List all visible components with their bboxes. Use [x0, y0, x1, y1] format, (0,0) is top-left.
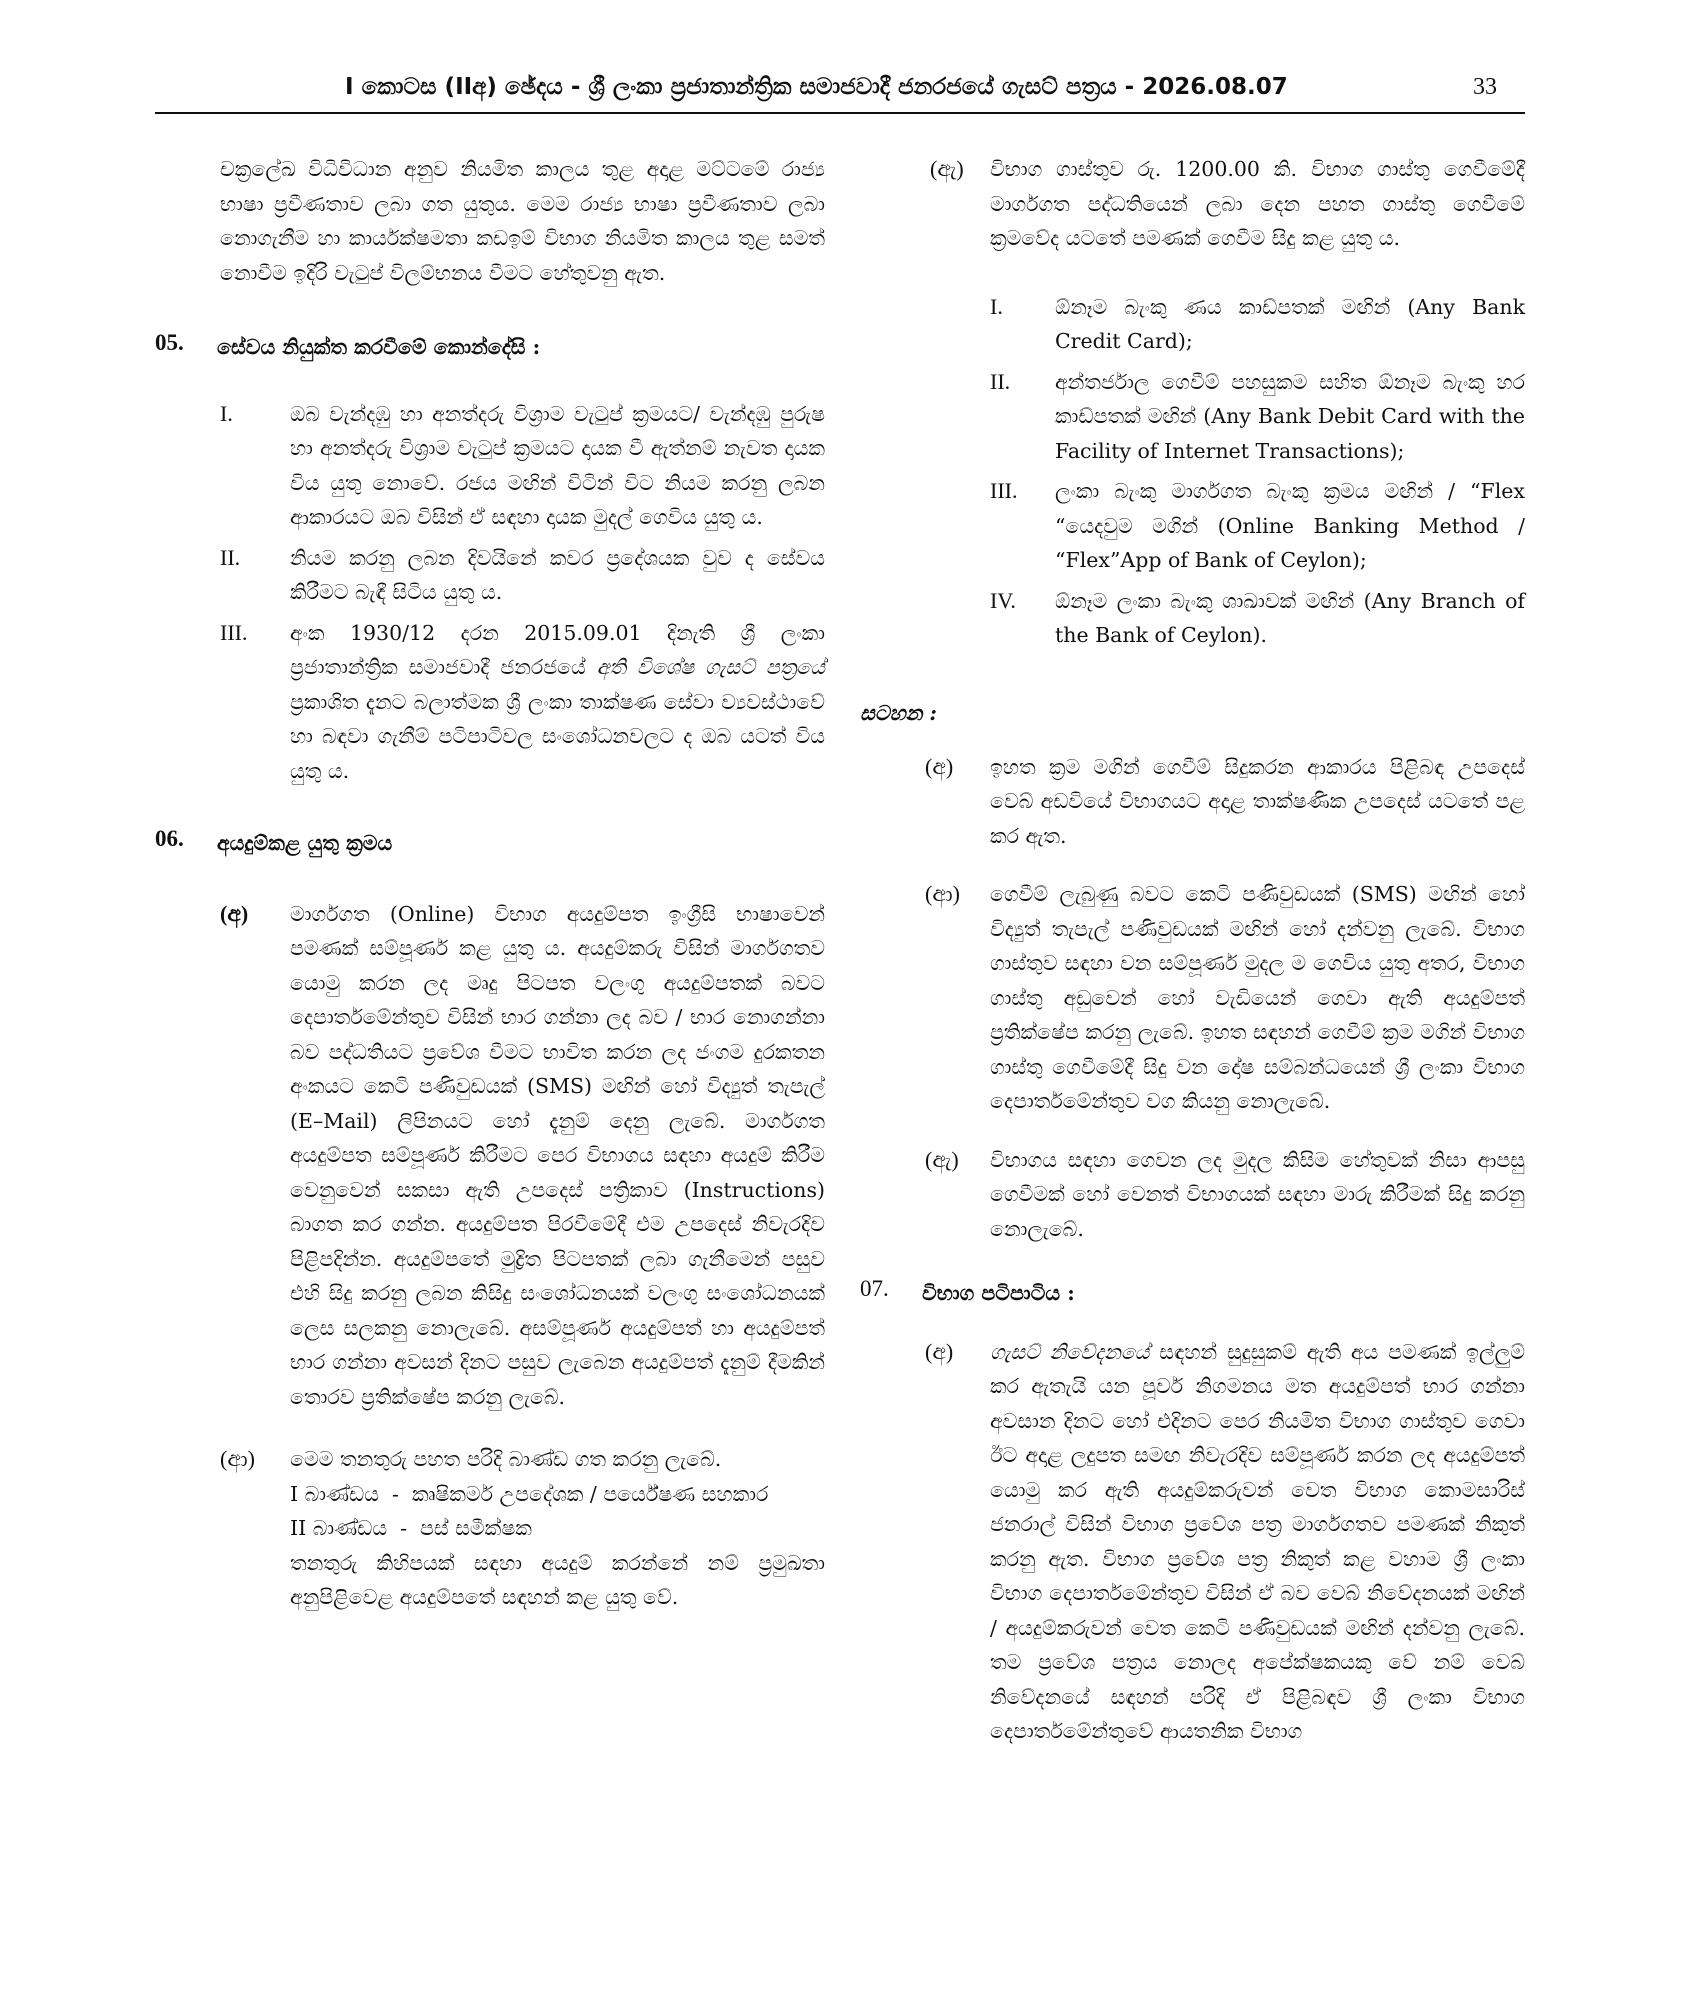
continuation-paragraph: චක්‍රලේඛ විධිවිධාන අනුව නියමිත කාලය තුළ අදාළ මට්ටමේ රාජ්‍ය භාෂා ප්‍රවීණතාව ලබා ගත යුතුය. මෙම රාජ්‍ය භාෂා ප්‍රවීණතාව ලබා නොගැනීම හා කාර්යක්ෂමතා කඩඉම් විභාග නියමිත කාලය තුළ සමත් නොවීම ඉදිරි වැටුප් විලම්භනය වීමට හේතුවනු ඇත.	[220, 157, 825, 285]
header-title: I කොටස (IIඅ) ඡේදය - ශ්‍රී ලංකා ප්‍රජාතාන්ත්‍රික සමාජවාදී ජනරජයේ ගැසට් පත්‍රය - 2026.08.07	[345, 74, 1288, 100]
item-text: ලංකා බැංකු මාර්ගගත බැංකු ක්‍රමය මඟින් / “Flex “යෙදවුම මගින් (Online Banking Method / “Flex”App of Bank of Ceylon);	[1055, 479, 1525, 572]
item-text: නියම කරනු ලබන දිවයිනේ කවර ප්‍රදේශයක වුව ද සේවය කිරීමට බැඳී සිටිය යුතු ය.	[290, 545, 825, 604]
item-text: විභාග ගාස්තුව රු. 1200.00 කි. විභාග ගාස්තු ගෙවීමේදී මාර්ගගත පද්ධතියෙන් ලබා දෙන පහත ගාස්තු ගෙවීමේ ක්‍රමවේද යටතේ පමණක් ගෙවීම සිදු කළ යුතු ය.	[990, 157, 1525, 250]
item-intro: මෙම තනතුරු පහත පරිදි බාණ්ඩ ගත කරනු ලැබේ.	[290, 1447, 722, 1471]
condition-item	[155, 397, 825, 535]
section-number: 07.	[860, 1276, 889, 1301]
item-marker: (අ)	[925, 753, 954, 779]
item-marker: (ඇ)	[925, 1146, 959, 1172]
item-text-part: ප්‍රකාශිත දැනට බලාත්මක ශ්‍රී ලංකා තාක්ෂණ සේවා ව්‍යවස්ථාවේ හා බඳවා ගැනීම් පටිපාටිවල සංශෝධනවලට ද ඔබ යටත් විය යුතු ය.	[290, 689, 825, 783]
section-title: විභාග පටිපාටිය :	[922, 1281, 1075, 1305]
payment-method	[860, 290, 1525, 359]
item-text: අන්තර්ජාල ගෙවීම් පහසුකම සහිත ඕනෑම බැංකු හර කාඩ්පතක් මඟින් (Any Bank Debit Card with the Facility of Internet Transactions);	[1055, 369, 1525, 463]
item-marker: (ඇ)	[930, 156, 964, 181]
item-text: මාර්ගගත (Online) විභාග අයදුම්පත ඉංග්‍රීසි භාෂාවෙන් පමණක් සම්පූර්ණ කළ යුතු ය. අයදුම්කරු විසින් මාර්ගගතව යොමු කරන ලද මෘදු පිටපත වලංගු අයදුම්පතක් බවට දෙපාර්තමේන්තුව විසින් භාර ගන්නා ලද බව / භාර නොගන්නා බව පද්ධතියට ප්‍රවේශ වීමට භාවිත කරන ලද ජංගම දුරකතන අංකයට කෙටි පණිවුඩයක් (SMS) මඟින් හෝ විද්‍යුත් තැපැල් (E–Mail) ලිපිනයට හෝ දැනුම් දෙනු ලැබේ. මාර්ගගත අයදුම්පත සම්පූර්ණ කිරීමට පෙර විභාගය සඳහා අයදුම් කිරීම වෙනුවෙන් සකසා ඇති උපදෙස් පත්‍රිකාව (Instructions) බාගත කර ගන්න. අයදුම්පත පිරවීමේදී එම උපදෙස් නිවැරදිව පිළිපදින්න. අයදුම්පතේ මුද්‍රිත පිටපතක් ලබා ගැනීමෙන් පසුව එහි සිදු කරනු ලබන කිසිදු සංශෝධනයක් වලංගු සංශෝධනයක් ලෙස සලකනු නොලැබේ. අසම්පූර්ණ අයදුම්පත් හා අයදුම්පත් භාර ගන්නා අවසන් දිනට පසුව ලැබෙන අයදුම්පත් දැනුම් දීමකින් තොරව ප්‍රතික්ෂේප කරනු ලැබේ.	[290, 901, 825, 1409]
fee-item	[860, 152, 1525, 256]
item-text: ඕනෑම ලංකා බැංකු ශාඛාවක් මඟින් (Any Branch of the Bank of Ceylon).	[1055, 588, 1525, 647]
item-marker: (ආ)	[220, 1446, 255, 1471]
item-marker: II.	[990, 368, 1011, 394]
section-title: සේවය නියුක්ත කරවීමේ කොන්දේසි :	[217, 335, 541, 359]
item-marker: III.	[990, 478, 1018, 503]
page-header	[155, 72, 1525, 114]
application-item-aa	[155, 1442, 825, 1615]
condition-item	[155, 616, 825, 789]
grade-one: I බාණ්ඩය - කෘෂිකර්ම උපදේශක / පර්යේෂණ සහකාර	[290, 1481, 769, 1506]
note-heading: සටහන :	[860, 700, 937, 725]
item-marker: IV.	[990, 587, 1016, 613]
section-05	[155, 330, 825, 365]
page-number: 33	[1473, 74, 1497, 100]
item-text: ඔබ වැන්දඹු හා අනත්දරු විශ්‍රාම වැටුප් ක්‍රමයට/ වැන්දඹු පුරුෂ හා අනත්දරු විශ්‍රාම වැටුප් ක්‍රමයට දායක වී ඇත්නම් නැවත දායක විය යුතු නොවේ. රජය මඟින් විටින් විට නියම කරනු ලබන ආකාරයට ඔබ විසින් ඒ සඳහා දායක මුදල් ගෙවිය යුතු ය.	[290, 401, 825, 529]
gazette-italic: අති විශේෂ ගැසට් පත්‍රයේ	[596, 655, 825, 679]
note-item	[860, 750, 1525, 854]
note-item	[860, 1143, 1525, 1247]
section-title: අයදුම්කළ යුතු ක්‍රමය	[217, 831, 393, 855]
left-column	[155, 152, 825, 1615]
item-text: ගෙවීම් ලැබුණු බවට කෙටි පණිවුඩයක් (SMS) මඟින් හෝ විද්‍යුත් තැපැල් පණිවුඩයක් මඟින් හෝ දන්වනු ලැබේ. විභාග ගාස්තුව සඳහා වන සම්පූර්ණ මුදල ම ගෙවිය යුතු අතර, විභාග ගාස්තු අඩුවෙන් හෝ වැඩියෙන් ගෙවා ඇති අයදුම්පත් ප්‍රතික්ෂේප කරනු ලැබේ. ඉහත සඳහන් ගෙවීම් ක්‍රම මගින් විභාග ගාස්තු ගෙවීමේදී සිදු වන දෝෂ සම්බන්ධයෙන් ශ්‍රී ලංකා විභාග දෙපාර්තමේන්තුව වග කියනු නොලැබේ.	[990, 882, 1525, 1113]
note-item	[860, 877, 1525, 1119]
payment-method	[860, 365, 1525, 469]
item-text	[290, 616, 825, 789]
item-tail: තනතුරු කිහිපයක් සඳහා අයදුම් කරන්නේ නම් ප්‍රමුඛතා අනුපිළිවෙළ අයදුම්පතේ සඳහන් කළ යුතු වේ.	[290, 1550, 825, 1609]
application-item-a	[155, 897, 825, 1415]
item-text-part: අංක 1930/12 දරන 2015.09.01 දිනැති ශ්‍රී ලංකා ප්‍රජාතාන්ත්‍රික සමාජවාදී ජනරජයේ	[290, 620, 825, 679]
section-number: 06.	[155, 826, 184, 851]
procedure-item	[860, 1335, 1525, 1749]
item-body	[290, 1442, 825, 1615]
payment-method	[860, 584, 1525, 653]
item-marker: I.	[220, 400, 233, 426]
item-text	[990, 1335, 1525, 1749]
section-number: 05.	[155, 330, 184, 355]
item-text: විභාගය සඳහා ගෙවන ලද මුදල කිසිම හේතුවක් නිසා ආපසු ගෙවීමක් හෝ වෙනත් විභාගයක් සඳහා මාරු කිරීමක් සිදු කරනු නොලැබේ.	[990, 1147, 1525, 1241]
gazette-notice-italic: ගැසට් නිවේදනයේ	[990, 1339, 1150, 1364]
condition-item	[155, 541, 825, 610]
item-text: ඕනෑම බැංකු ණය කාඩ්පතක් මඟින් (Any Bank Credit Card);	[1055, 294, 1525, 353]
payment-method	[860, 474, 1525, 578]
item-text: ඉහත ක්‍රම මගින් ගෙවීම් සිදුකරන ආකාරය පිළිබඳ උපදෙස් වෙබ් අඩවියේ විභාගයට අදාළ තාක්ෂණික උපදෙස් යටතේ පළ කර ඇත.	[990, 754, 1525, 848]
item-marker: II.	[220, 544, 241, 570]
item-marker: III.	[220, 619, 248, 645]
item-marker: (ආ)	[925, 881, 960, 906]
right-column	[860, 152, 1525, 1749]
section-06	[155, 826, 825, 861]
grade-two: II බාණ්ඩය - පස් සමීක්ෂක	[290, 1516, 532, 1540]
item-marker: I.	[990, 293, 1003, 319]
item-marker: (අ)	[925, 1338, 954, 1364]
item-marker: (අ)	[220, 900, 249, 926]
item-text-part: සඳහන් සුදුසුකම් ඇති අය පමණක් ඉල්ලුම් කර ඇතැයි යන පූර්ව නිගමනය මත අයදුම්පත් භාර ගන්නා අවසාන දිනට හෝ එදිනට පෙර නියමිත විභාග ගාස්තුව ගෙවා ඊට අදාළ ලදුපත සමඟ නිවැරදිව සම්පූර්ණ කරන ලද අයදුම්පත් යොමු කර ඇති අයදුම්කරුවන් වෙත විභාග කොමසාරිස් ජනරාල් විසින් විභාග ප්‍රවේශ පත්‍ර මාර්ගගතව පමණක් නිකුත් කරනු ඇත. විභාග ප්‍රවේශ පත්‍ර නිකුත් කළ වහාම ශ්‍රී ලංකා විභාග දෙපාර්තමේන්තුව විසින් ඒ බව වෙබ් නිවේදනයක් මඟින් / අයදුම්කරුවන් වෙත කෙටි පණිවුඩයක් මඟින් දන්වනු ලැබේ. තම ප්‍රවේශ පත්‍රය නොලද අපේක්ෂකයකු වේ නම් වෙබ් නිවේදනයේ සඳහන් පරිදි ඒ පිළිබඳව ශ්‍රී ලංකා විභාග දෙපාර්තමේන්තුවේ ආයතනික විභාග	[990, 1339, 1525, 1743]
section-07	[860, 1276, 1525, 1311]
